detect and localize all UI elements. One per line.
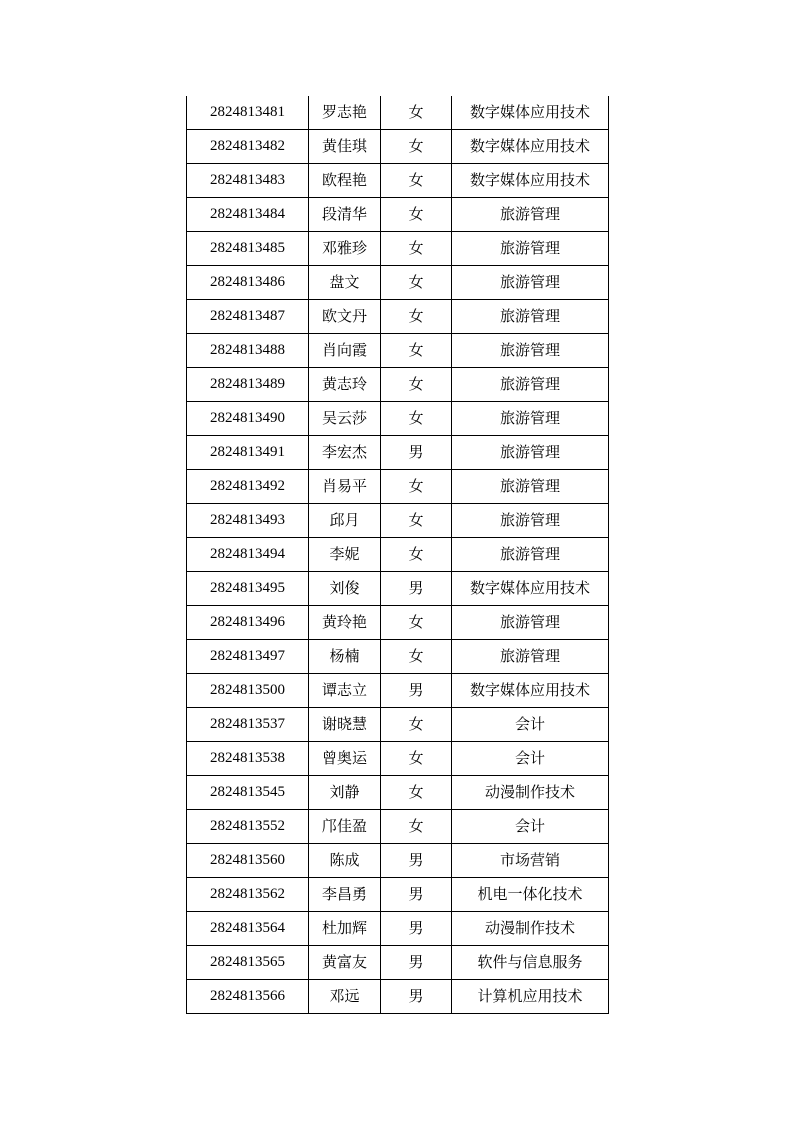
gender-cell: 女 <box>381 96 452 130</box>
major-cell: 机电一体化技术 <box>452 878 609 912</box>
major-cell: 计算机应用技术 <box>452 980 609 1014</box>
student-name-cell: 刘俊 <box>309 572 381 606</box>
student-id-cell: 2824813483 <box>187 164 309 198</box>
student-name-cell: 邓雅珍 <box>309 232 381 266</box>
student-name-cell: 黄佳琪 <box>309 130 381 164</box>
student-name-cell: 曾奥运 <box>309 742 381 776</box>
gender-cell: 男 <box>381 946 452 980</box>
table-row <box>187 912 609 946</box>
gender-cell: 女 <box>381 606 452 640</box>
gender-cell: 男 <box>381 980 452 1014</box>
table-row <box>187 708 609 742</box>
major-cell: 旅游管理 <box>452 402 609 436</box>
student-name-cell: 黄玲艳 <box>309 606 381 640</box>
major-cell: 旅游管理 <box>452 606 609 640</box>
gender-cell: 女 <box>381 368 452 402</box>
student-name-cell: 李昌勇 <box>309 878 381 912</box>
gender-cell: 女 <box>381 810 452 844</box>
student-name-cell: 肖易平 <box>309 470 381 504</box>
table-row <box>187 436 609 470</box>
student-id-cell: 2824813545 <box>187 776 309 810</box>
gender-cell: 男 <box>381 572 452 606</box>
student-table <box>186 96 609 1014</box>
student-id-cell: 2824813484 <box>187 198 309 232</box>
table-row <box>187 946 609 980</box>
table-row <box>187 368 609 402</box>
table-row <box>187 810 609 844</box>
major-cell: 动漫制作技术 <box>452 776 609 810</box>
student-name-cell: 邝佳盈 <box>309 810 381 844</box>
table-row <box>187 164 609 198</box>
student-id-cell: 2824813565 <box>187 946 309 980</box>
student-id-cell: 2824813564 <box>187 912 309 946</box>
major-cell: 旅游管理 <box>452 640 609 674</box>
student-id-cell: 2824813495 <box>187 572 309 606</box>
gender-cell: 女 <box>381 164 452 198</box>
gender-cell: 女 <box>381 266 452 300</box>
major-cell: 旅游管理 <box>452 198 609 232</box>
student-id-cell: 2824813481 <box>187 96 309 130</box>
gender-cell: 女 <box>381 470 452 504</box>
student-name-cell: 邓远 <box>309 980 381 1014</box>
table-row <box>187 266 609 300</box>
table-row <box>187 640 609 674</box>
major-cell: 会计 <box>452 810 609 844</box>
student-id-cell: 2824813493 <box>187 504 309 538</box>
gender-cell: 女 <box>381 130 452 164</box>
student-name-cell: 罗志艳 <box>309 96 381 130</box>
student-name-cell: 李宏杰 <box>309 436 381 470</box>
student-name-cell: 欧程艳 <box>309 164 381 198</box>
student-name-cell: 肖向霞 <box>309 334 381 368</box>
major-cell: 会计 <box>452 708 609 742</box>
student-id-cell: 2824813538 <box>187 742 309 776</box>
student-id-cell: 2824813500 <box>187 674 309 708</box>
major-cell: 市场营销 <box>452 844 609 878</box>
gender-cell: 女 <box>381 300 452 334</box>
major-cell: 数字媒体应用技术 <box>452 164 609 198</box>
table-row <box>187 742 609 776</box>
student-name-cell: 刘静 <box>309 776 381 810</box>
major-cell: 动漫制作技术 <box>452 912 609 946</box>
gender-cell: 男 <box>381 674 452 708</box>
student-id-cell: 2824813486 <box>187 266 309 300</box>
student-name-cell: 杨楠 <box>309 640 381 674</box>
table-row <box>187 844 609 878</box>
major-cell: 数字媒体应用技术 <box>452 572 609 606</box>
student-name-cell: 黄富友 <box>309 946 381 980</box>
table-row <box>187 980 609 1014</box>
student-id-cell: 2824813560 <box>187 844 309 878</box>
student-name-cell: 黄志玲 <box>309 368 381 402</box>
student-id-cell: 2824813488 <box>187 334 309 368</box>
major-cell: 旅游管理 <box>452 538 609 572</box>
gender-cell: 女 <box>381 232 452 266</box>
student-id-cell: 2824813566 <box>187 980 309 1014</box>
student-name-cell: 谢晓慧 <box>309 708 381 742</box>
gender-cell: 男 <box>381 844 452 878</box>
major-cell: 数字媒体应用技术 <box>452 130 609 164</box>
major-cell: 旅游管理 <box>452 436 609 470</box>
major-cell: 旅游管理 <box>452 266 609 300</box>
table-row <box>187 300 609 334</box>
table-row <box>187 572 609 606</box>
table-row <box>187 878 609 912</box>
student-name-cell: 欧文丹 <box>309 300 381 334</box>
gender-cell: 女 <box>381 708 452 742</box>
student-name-cell: 陈成 <box>309 844 381 878</box>
major-cell: 旅游管理 <box>452 470 609 504</box>
student-id-cell: 2824813487 <box>187 300 309 334</box>
gender-cell: 女 <box>381 334 452 368</box>
gender-cell: 女 <box>381 504 452 538</box>
student-name-cell: 杜加辉 <box>309 912 381 946</box>
gender-cell: 女 <box>381 742 452 776</box>
student-name-cell: 李妮 <box>309 538 381 572</box>
student-name-cell: 吴云莎 <box>309 402 381 436</box>
student-id-cell: 2824813485 <box>187 232 309 266</box>
table-row <box>187 402 609 436</box>
major-cell: 旅游管理 <box>452 504 609 538</box>
student-name-cell: 段清华 <box>309 198 381 232</box>
gender-cell: 男 <box>381 878 452 912</box>
table-row <box>187 96 609 130</box>
major-cell: 旅游管理 <box>452 300 609 334</box>
table-row <box>187 674 609 708</box>
student-id-cell: 2824813489 <box>187 368 309 402</box>
table-body <box>187 96 609 1014</box>
major-cell: 数字媒体应用技术 <box>452 96 609 130</box>
gender-cell: 女 <box>381 776 452 810</box>
table-row <box>187 334 609 368</box>
table-row <box>187 504 609 538</box>
student-id-cell: 2824813494 <box>187 538 309 572</box>
student-id-cell: 2824813492 <box>187 470 309 504</box>
student-id-cell: 2824813482 <box>187 130 309 164</box>
student-name-cell: 谭志立 <box>309 674 381 708</box>
student-name-cell: 盘文 <box>309 266 381 300</box>
table-row <box>187 198 609 232</box>
table-row <box>187 606 609 640</box>
gender-cell: 女 <box>381 538 452 572</box>
gender-cell: 女 <box>381 198 452 232</box>
student-id-cell: 2824813491 <box>187 436 309 470</box>
student-id-cell: 2824813497 <box>187 640 309 674</box>
student-id-cell: 2824813537 <box>187 708 309 742</box>
table-row <box>187 470 609 504</box>
major-cell: 数字媒体应用技术 <box>452 674 609 708</box>
major-cell: 旅游管理 <box>452 334 609 368</box>
gender-cell: 男 <box>381 436 452 470</box>
table-row <box>187 130 609 164</box>
major-cell: 旅游管理 <box>452 232 609 266</box>
table-row <box>187 776 609 810</box>
gender-cell: 男 <box>381 912 452 946</box>
student-name-cell: 邱月 <box>309 504 381 538</box>
student-id-cell: 2824813490 <box>187 402 309 436</box>
major-cell: 会计 <box>452 742 609 776</box>
student-id-cell: 2824813562 <box>187 878 309 912</box>
gender-cell: 女 <box>381 402 452 436</box>
table-row <box>187 538 609 572</box>
student-id-cell: 2824813552 <box>187 810 309 844</box>
student-id-cell: 2824813496 <box>187 606 309 640</box>
table-row <box>187 232 609 266</box>
major-cell: 旅游管理 <box>452 368 609 402</box>
major-cell: 软件与信息服务 <box>452 946 609 980</box>
gender-cell: 女 <box>381 640 452 674</box>
